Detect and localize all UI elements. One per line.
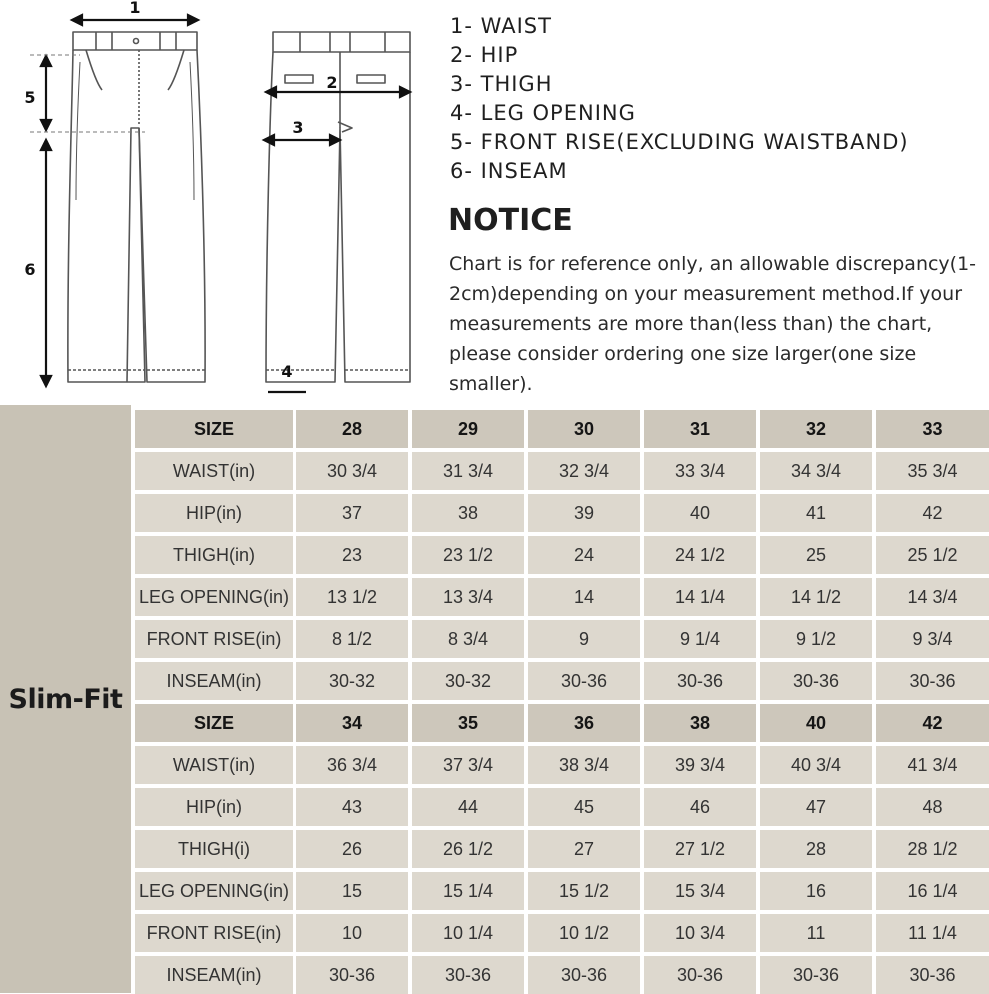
measurement-value: 41 3/4: [876, 746, 989, 784]
pants-measurement-diagram: [0, 0, 440, 405]
measurement-label: LEG OPENING(in): [135, 872, 293, 910]
measurement-value: 30-36: [412, 956, 524, 994]
measurement-value: 39: [528, 494, 640, 532]
measurement-value: 11: [760, 914, 872, 952]
inseam-measure-arrow: [41, 140, 51, 386]
measurement-value: 28 1/2: [876, 830, 989, 868]
measurement-value: 48: [876, 788, 989, 826]
measurement-value: 44: [412, 788, 524, 826]
measurement-value: 30-32: [412, 662, 524, 700]
measurement-label: WAIST(in): [135, 746, 293, 784]
table-row: [135, 452, 989, 490]
measurement-value: 25 1/2: [876, 536, 989, 574]
size-header-cell: 35: [412, 704, 524, 742]
size-header-cell: 33: [876, 410, 989, 448]
table-row: [135, 788, 989, 826]
measurement-value: 43: [296, 788, 408, 826]
measurement-value: 16 1/4: [876, 872, 989, 910]
size-header-label: SIZE: [135, 410, 293, 448]
table-row: [135, 746, 989, 784]
table-row: [135, 536, 989, 574]
measurement-value: 30-36: [528, 662, 640, 700]
table-row: [135, 662, 989, 700]
measurement-value: 28: [760, 830, 872, 868]
measurement-label: INSEAM(in): [135, 662, 293, 700]
measurement-value: 30-36: [760, 956, 872, 994]
size-header-cell: 32: [760, 410, 872, 448]
size-header-cell: 38: [644, 704, 756, 742]
measurement-value: 42: [876, 494, 989, 532]
measurement-label: HIP(in): [135, 494, 293, 532]
measurement-label: HIP(in): [135, 788, 293, 826]
measurement-value: 26: [296, 830, 408, 868]
legend-item-hip: 2- HIP: [450, 43, 519, 67]
table-row: [135, 956, 989, 994]
legend-item-waist: 1- WAIST: [450, 14, 552, 38]
measurement-value: 31 3/4: [412, 452, 524, 490]
legend-item-front-rise: 5- FRONT RISE(EXCLUDING WAISTBAND): [450, 130, 909, 154]
measurement-legend: [450, 12, 909, 186]
measurement-value: 9 3/4: [876, 620, 989, 658]
measurement-value: 10 3/4: [644, 914, 756, 952]
size-header-cell: 31: [644, 410, 756, 448]
size-header-cell: 34: [296, 704, 408, 742]
size-header-cell: 29: [412, 410, 524, 448]
measurement-value: 40 3/4: [760, 746, 872, 784]
size-header-cell: 36: [528, 704, 640, 742]
measurement-value: 38 3/4: [528, 746, 640, 784]
measurement-label: LEG OPENING(in): [135, 578, 293, 616]
measurement-label: FRONT RISE(in): [135, 620, 293, 658]
marker-waist: 1: [129, 0, 141, 17]
measurement-value: 11 1/4: [876, 914, 989, 952]
measurement-value: 24 1/2: [644, 536, 756, 574]
measurement-value: 47: [760, 788, 872, 826]
measurement-value: 23: [296, 536, 408, 574]
table-row: [135, 872, 989, 910]
measurement-label: THIGH(in): [135, 536, 293, 574]
measurement-value: 10 1/4: [412, 914, 524, 952]
marker-thigh: 3: [292, 118, 304, 137]
measurement-value: 10: [296, 914, 408, 952]
measurement-value: 15: [296, 872, 408, 910]
measurement-value: 27: [528, 830, 640, 868]
front-rise-measure-arrow: [41, 56, 51, 130]
measurement-value: 15 3/4: [644, 872, 756, 910]
notice-title: NOTICE: [448, 203, 573, 238]
marker-leg-opening: 4: [281, 362, 293, 381]
measurement-value: 10 1/2: [528, 914, 640, 952]
size-header-cell: 40: [760, 704, 872, 742]
measurement-value: 27 1/2: [644, 830, 756, 868]
measurement-value: 8 3/4: [412, 620, 524, 658]
measurement-value: 38: [412, 494, 524, 532]
measurement-label: FRONT RISE(in): [135, 914, 293, 952]
measurement-value: 39 3/4: [644, 746, 756, 784]
size-header-cell: 30: [528, 410, 640, 448]
measurement-value: 9 1/4: [644, 620, 756, 658]
front-pants-drawing: [68, 32, 205, 382]
measurement-value: 30-36: [644, 662, 756, 700]
measurement-value: 26 1/2: [412, 830, 524, 868]
fit-panel: [0, 405, 131, 993]
measurement-value: 30-36: [760, 662, 872, 700]
notice-text: Chart is for reference only, an allowable discrepancy(1-2cm)depending on your measurement method.If your measurements are more than(less than) the chart, please consider ordering one size larger(one size smaller).: [449, 253, 977, 395]
marker-inseam: 6: [24, 260, 36, 279]
measurement-value: 45: [528, 788, 640, 826]
measurement-guide: [0, 0, 989, 405]
size-chart: [0, 405, 989, 993]
measurement-value: 8 1/2: [296, 620, 408, 658]
measurement-value: 13 1/2: [296, 578, 408, 616]
measurement-value: 30-32: [296, 662, 408, 700]
measurement-value: 33 3/4: [644, 452, 756, 490]
legend-item-inseam: 6- INSEAM: [450, 159, 568, 183]
measurement-value: 30-36: [644, 956, 756, 994]
measurement-value: 25: [760, 536, 872, 574]
measurement-value: 16: [760, 872, 872, 910]
size-header-label: SIZE: [135, 704, 293, 742]
measurement-value: 30-36: [876, 662, 989, 700]
measurement-label: THIGH(i): [135, 830, 293, 868]
measurement-value: 37: [296, 494, 408, 532]
measurement-value: 46: [644, 788, 756, 826]
measurement-value: 24: [528, 536, 640, 574]
measurement-value: 13 3/4: [412, 578, 524, 616]
table-header-row: [135, 410, 989, 448]
measurement-value: 9: [528, 620, 640, 658]
measurement-value: 41: [760, 494, 872, 532]
table-row: [135, 578, 989, 616]
legend-item-leg-opening: 4- LEG OPENING: [450, 101, 636, 125]
measurement-value: 30-36: [296, 956, 408, 994]
marker-hip: 2: [326, 73, 338, 92]
measurement-value: 35 3/4: [876, 452, 989, 490]
table-header-row: [135, 704, 989, 742]
table-row: [135, 914, 989, 952]
measurement-value: 30 3/4: [296, 452, 408, 490]
size-header-cell: 42: [876, 704, 989, 742]
table-row: [135, 494, 989, 532]
measurement-value: 15 1/2: [528, 872, 640, 910]
measurement-value: 23 1/2: [412, 536, 524, 574]
fit-label: Slim-Fit: [8, 683, 123, 715]
measurement-value: 9 1/2: [760, 620, 872, 658]
legend-item-thigh: 3- THIGH: [450, 72, 553, 96]
measurement-value: 15 1/4: [412, 872, 524, 910]
size-table: [135, 410, 989, 993]
measurement-value: 32 3/4: [528, 452, 640, 490]
back-pants-drawing: [266, 32, 410, 382]
measurement-value: 14 1/2: [760, 578, 872, 616]
hip-measure-arrow: [266, 87, 410, 97]
marker-front-rise: 5: [24, 88, 36, 107]
measurement-value: 40: [644, 494, 756, 532]
table-row: [135, 620, 989, 658]
measurement-value: 30-36: [876, 956, 989, 994]
measurement-label: INSEAM(in): [135, 956, 293, 994]
measurement-value: 14 3/4: [876, 578, 989, 616]
size-header-cell: 28: [296, 410, 408, 448]
measurement-value: 37 3/4: [412, 746, 524, 784]
table-row: [135, 830, 989, 868]
measurement-value: 14 1/4: [644, 578, 756, 616]
measurement-value: 34 3/4: [760, 452, 872, 490]
measurement-value: 36 3/4: [296, 746, 408, 784]
measurement-value: 30-36: [528, 956, 640, 994]
measurement-value: 14: [528, 578, 640, 616]
measurement-label: WAIST(in): [135, 452, 293, 490]
